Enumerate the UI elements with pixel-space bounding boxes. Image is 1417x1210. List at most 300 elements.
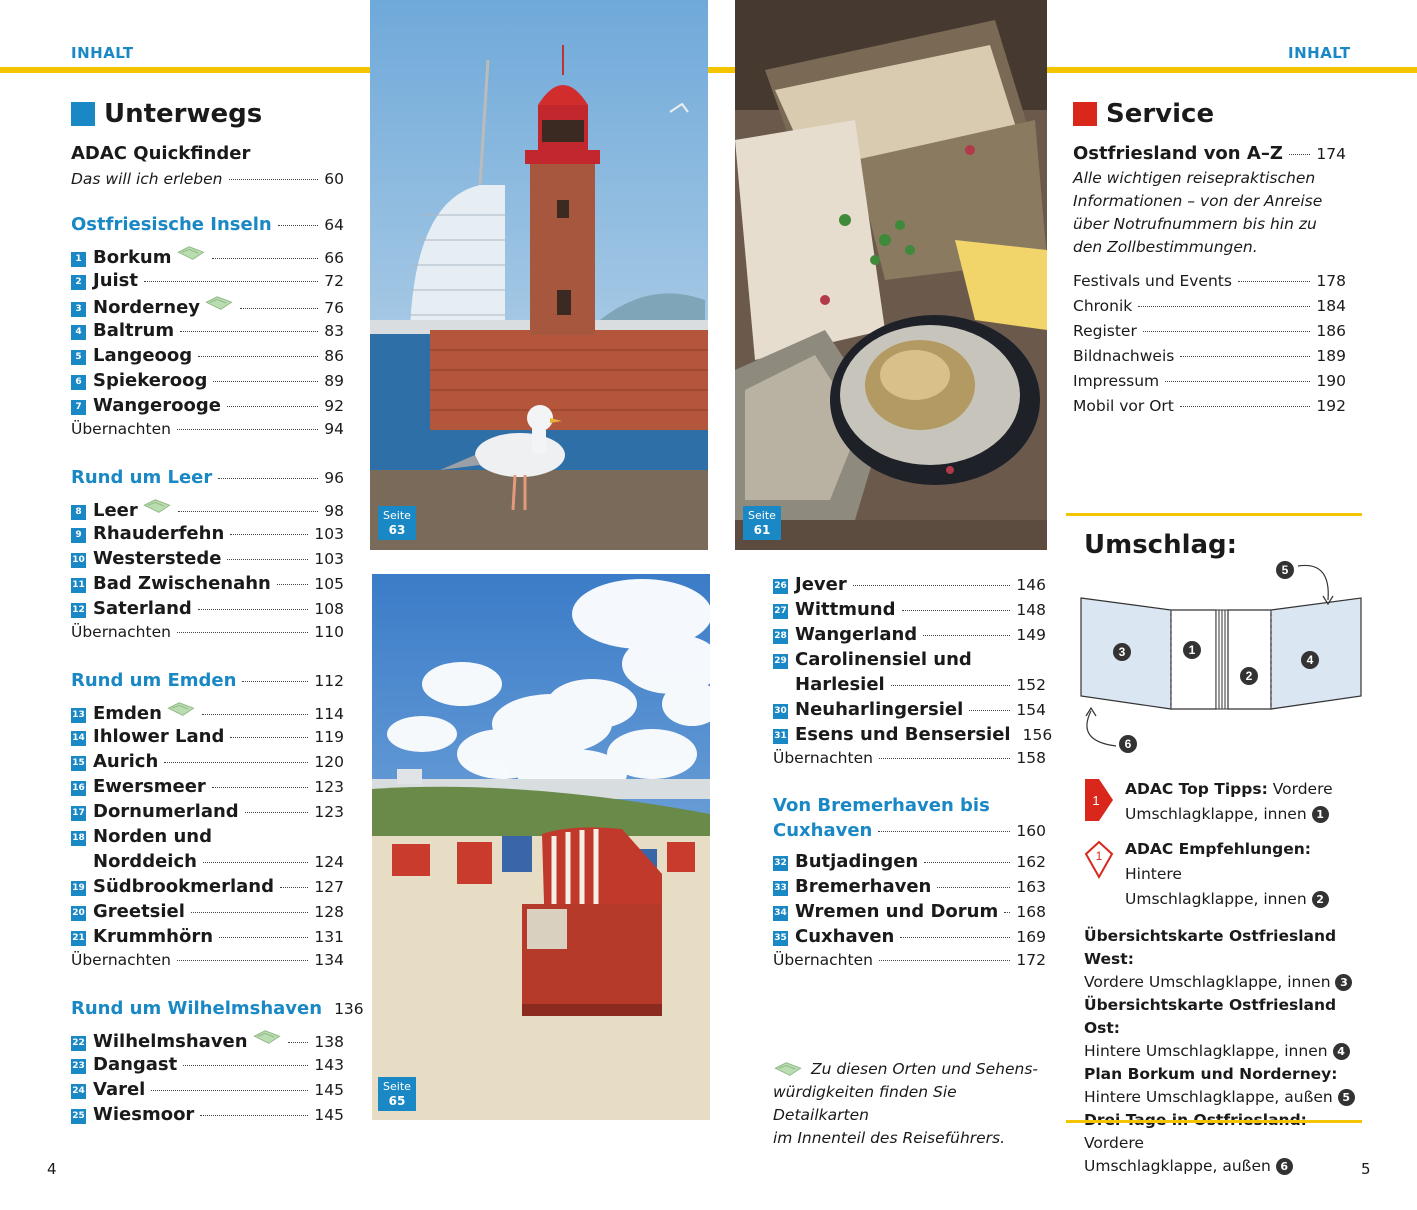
- entry-number-badge: 17: [71, 806, 86, 821]
- entry-name: Ihlower Land: [93, 726, 225, 747]
- page-number: 146: [1016, 576, 1046, 594]
- entry-name: Cuxhaven: [795, 926, 895, 947]
- map-icon: [252, 1029, 282, 1047]
- cover-label-5: 5: [1281, 563, 1289, 577]
- entry-name: Dangast: [93, 1054, 178, 1075]
- entry-name: Norden und: [93, 826, 212, 847]
- entry-number-badge: 28: [773, 629, 788, 644]
- page-number: 143: [314, 1056, 344, 1074]
- header-rule-left: [0, 67, 370, 73]
- entry-name-cont: Harlesiel: [795, 674, 885, 695]
- page-number: 98: [324, 502, 344, 520]
- entry-number-badge: 32: [773, 856, 788, 871]
- entry-name: Spiekeroog: [93, 370, 208, 391]
- entry-number-badge: 27: [773, 604, 788, 619]
- page-number: 110: [314, 623, 344, 641]
- entry-name: Westerstede: [93, 548, 222, 569]
- entry-name: Neuharlingersiel: [795, 699, 964, 720]
- leader-dots: [144, 281, 318, 282]
- entry-name: Wiesmoor: [93, 1104, 195, 1125]
- page-number: 184: [1316, 297, 1346, 315]
- header-rule-right: [1047, 67, 1417, 73]
- map-title: Plan Borkum und Norderney:: [1084, 1065, 1338, 1083]
- leader-dots: [937, 887, 1010, 888]
- toc-entry[interactable]: [71, 523, 344, 545]
- toc-overnight[interactable]: [773, 951, 1046, 969]
- toc-group-heading[interactable]: [71, 467, 344, 488]
- entry-number-badge: 12: [71, 603, 86, 618]
- page-number: 86: [324, 347, 344, 365]
- page-number: 120: [314, 753, 344, 771]
- leader-dots: [280, 887, 308, 888]
- empfehlungen-title: ADAC Empfehlungen:: [1125, 840, 1311, 858]
- page-number: 76: [324, 299, 344, 317]
- toc-entry[interactable]: [773, 926, 1046, 948]
- section-unterwegs: [71, 99, 262, 129]
- leader-dots: [900, 937, 1010, 938]
- page-number: 123: [314, 803, 344, 821]
- page-number: 172: [1016, 951, 1046, 969]
- entry-name: Wittmund: [795, 599, 896, 620]
- entry-number-badge: 14: [71, 731, 86, 746]
- toc-entry[interactable]: [71, 926, 344, 948]
- group-title: Rund um Emden: [71, 670, 237, 691]
- toc-entry[interactable]: [71, 876, 344, 898]
- leader-dots: [853, 585, 1011, 586]
- page-number: 169: [1016, 928, 1046, 946]
- overnight-label: Übernachten: [71, 420, 171, 438]
- number-badge: 1: [1312, 806, 1329, 823]
- toc-entry[interactable]: [71, 776, 344, 798]
- overnight-label: Übernachten: [71, 951, 171, 969]
- leader-dots: [198, 609, 309, 610]
- photo-lighthouse: [370, 0, 708, 550]
- entry-number-badge: 1: [71, 252, 86, 267]
- cover-maps: [1084, 925, 1369, 1178]
- empfehlungen-text: Hintere: [1125, 865, 1182, 883]
- leader-dots: [212, 787, 309, 788]
- az-row[interactable]: [1073, 143, 1346, 164]
- section-service: [1073, 99, 1214, 129]
- page-number: 92: [324, 397, 344, 415]
- entry-number-badge: 3: [71, 302, 86, 317]
- leader-dots: [200, 1115, 308, 1116]
- entry-number-badge: 9: [71, 528, 86, 543]
- page-number: 72: [324, 272, 344, 290]
- page-number: 119: [314, 728, 344, 746]
- overnight-label: Übernachten: [71, 623, 171, 641]
- entry-name: Wremen und Dorum: [795, 901, 999, 922]
- toc-entry[interactable]: [71, 548, 344, 570]
- top-tipps: [1125, 777, 1360, 827]
- page-number: 60: [324, 170, 344, 188]
- empfehlung-icon: [1084, 840, 1114, 880]
- entry-name: Aurich: [93, 751, 159, 772]
- entry-name: Register: [1073, 322, 1137, 340]
- seite-label: Seite: [748, 509, 776, 522]
- entry-number-badge: 20: [71, 906, 86, 921]
- leader-dots: [180, 331, 318, 332]
- entry-name: Südbrookmerland: [93, 876, 274, 897]
- page-number: 189: [1316, 347, 1346, 365]
- leader-dots: [218, 478, 318, 479]
- entry-number-badge: 34: [773, 906, 788, 921]
- leader-dots: [212, 258, 319, 259]
- az-description: [1073, 167, 1322, 259]
- toc-entry[interactable]: [71, 598, 344, 620]
- toc-entry[interactable]: [71, 270, 344, 292]
- page-number: 105: [314, 575, 344, 593]
- page-number: 64: [324, 216, 344, 234]
- service-entry[interactable]: [1073, 297, 1346, 315]
- page-number: 134: [314, 951, 344, 969]
- toc-entry-continued[interactable]: [795, 674, 1046, 695]
- entry-name: Greetsiel: [93, 901, 185, 922]
- toc-group-heading[interactable]: [71, 670, 344, 691]
- toc-entry[interactable]: [71, 345, 344, 367]
- page-number: 89: [324, 372, 344, 390]
- section-title: Service: [1106, 99, 1215, 129]
- leader-dots: [891, 685, 1011, 686]
- entry-name: Leer: [93, 500, 138, 521]
- map-text: Hintere Umschlagklappe, außen: [1084, 1088, 1333, 1106]
- page-number: 158: [1016, 749, 1046, 767]
- service-entry[interactable]: [1073, 322, 1346, 340]
- leader-dots: [969, 710, 1010, 711]
- page-number: 83: [324, 322, 344, 340]
- leader-dots: [879, 758, 1010, 759]
- service-entry[interactable]: [1073, 372, 1346, 390]
- page-number-left: 4: [47, 1160, 57, 1178]
- overnight-label: Übernachten: [773, 749, 873, 767]
- seite-badge-63: [378, 506, 416, 540]
- leader-dots: [229, 179, 319, 180]
- number-badge: 4: [1333, 1043, 1350, 1060]
- toc-entry[interactable]: [773, 599, 1046, 621]
- toc-entry[interactable]: [71, 826, 344, 848]
- group-title: Rund um Leer: [71, 467, 213, 488]
- toc-overnight[interactable]: [773, 749, 1046, 767]
- leader-dots: [924, 862, 1010, 863]
- entry-name: Emden: [93, 703, 162, 724]
- leader-dots: [878, 831, 1010, 832]
- section-title: Unterwegs: [104, 99, 263, 129]
- entry-number-badge: 11: [71, 578, 86, 593]
- entry-number-badge: 35: [773, 931, 788, 946]
- page-number: 162: [1016, 853, 1046, 871]
- leader-dots: [177, 960, 308, 961]
- entry-name: Carolinensiel und: [795, 649, 972, 670]
- entry-number-badge: 16: [71, 781, 86, 796]
- cover-rule-top: [1066, 513, 1362, 516]
- entry-name: Mobil vor Ort: [1073, 397, 1174, 415]
- entry-number-badge: 7: [71, 400, 86, 415]
- page-number: 174: [1316, 145, 1346, 163]
- map-title-rest: Vordere: [1084, 1134, 1144, 1152]
- entry-name: Bad Zwischenahn: [93, 573, 271, 594]
- toc-entry[interactable]: [71, 245, 344, 269]
- page-number: 127: [314, 878, 344, 896]
- cover-label-1: 1: [1188, 643, 1196, 657]
- toc-entry[interactable]: [71, 370, 344, 392]
- page-number: 192: [1316, 397, 1346, 415]
- entry-number-badge: 26: [773, 579, 788, 594]
- leader-dots: [202, 714, 308, 715]
- page-number: 145: [314, 1106, 344, 1124]
- page-number: 96: [324, 469, 344, 487]
- page-number: 136: [334, 1000, 364, 1018]
- entry-name: Esens und Bensersiel: [795, 724, 1011, 745]
- toc-entry[interactable]: [773, 724, 1053, 746]
- map-note-line2: würdigkeiten finden Sie Detailkarten: [773, 1083, 957, 1124]
- leader-dots: [203, 862, 308, 863]
- leader-dots: [177, 632, 308, 633]
- leader-dots: [230, 737, 308, 738]
- number-badge: 5: [1338, 1089, 1355, 1106]
- photo-food: [735, 0, 1047, 550]
- entry-name: Langeoog: [93, 345, 193, 366]
- service-entry[interactable]: [1073, 272, 1346, 290]
- entry-number-badge: 30: [773, 704, 788, 719]
- toc-entry[interactable]: [71, 1029, 344, 1053]
- entry-name: Chronik: [1073, 297, 1133, 315]
- entry-number-badge: 22: [71, 1036, 86, 1051]
- leader-dots: [277, 584, 309, 585]
- cover-title: Umschlag:: [1084, 530, 1238, 560]
- toc-entry[interactable]: [773, 699, 1046, 721]
- toc-entry[interactable]: [71, 1104, 344, 1126]
- toc-entry[interactable]: [773, 901, 1046, 923]
- page-number-right: 5: [1361, 1160, 1371, 1178]
- page-number: 148: [1016, 601, 1046, 619]
- toc-entry[interactable]: [71, 395, 344, 417]
- leader-dots: [923, 635, 1010, 636]
- map-icon: [773, 1061, 803, 1079]
- toc-entry[interactable]: [71, 573, 344, 595]
- entry-name: Festivals und Events: [1073, 272, 1232, 290]
- group-title: Rund um Wilhelmshaven: [71, 998, 323, 1019]
- cover-label-2: 2: [1245, 669, 1253, 683]
- entry-name: Wilhelmshaven: [93, 1031, 248, 1052]
- toc-entry[interactable]: [773, 574, 1046, 596]
- toc-group-heading[interactable]: [773, 820, 1046, 841]
- leader-dots: [902, 610, 1011, 611]
- toc-entry[interactable]: [773, 876, 1046, 898]
- leader-dots: [245, 812, 309, 813]
- page-number: 103: [314, 525, 344, 543]
- leader-dots: [1180, 406, 1311, 407]
- leader-dots: [1165, 381, 1310, 382]
- seite-page: 63: [388, 523, 406, 537]
- az-desc-line: Informationen – von der Anreise: [1073, 192, 1323, 210]
- toc-entry[interactable]: [71, 701, 344, 725]
- map-icon: [204, 295, 234, 313]
- photo-beach: [372, 574, 710, 1120]
- top-tipps-text: Vordere: [1272, 780, 1333, 798]
- entry-number-badge: 10: [71, 553, 86, 568]
- page-number: 145: [314, 1081, 344, 1099]
- header-rule-middle: [708, 67, 736, 73]
- map-note: [773, 1058, 1043, 1150]
- leader-dots: [240, 308, 318, 309]
- map-note-line3: im Innenteil des Reiseführers.: [773, 1129, 1006, 1147]
- leader-dots: [1238, 281, 1310, 282]
- toc-group-heading[interactable]: [71, 998, 364, 1019]
- map-note-line1: Zu diesen Orten und Sehens-: [811, 1060, 1038, 1078]
- entry-name: Jever: [795, 574, 847, 595]
- quickfinder-row[interactable]: [71, 170, 344, 188]
- number-badge: 2: [1312, 891, 1329, 908]
- number-badge: 6: [1276, 1158, 1293, 1175]
- entry-name: Bildnachweis: [1073, 347, 1175, 365]
- entry-number-badge: 21: [71, 931, 86, 946]
- page-number: 66: [324, 249, 344, 267]
- group-title: Von Bremerhaven bis: [773, 795, 990, 816]
- entry-number-badge: 8: [71, 505, 86, 520]
- toc-entry[interactable]: [71, 295, 344, 319]
- entry-number-badge: 5: [71, 350, 86, 365]
- leader-dots: [178, 511, 319, 512]
- leader-dots: [177, 429, 318, 430]
- top-tipps-line2: Umschlagklappe, innen: [1125, 805, 1307, 823]
- az-title: Ostfriesland von A–Z: [1073, 143, 1283, 164]
- map-icon: [142, 498, 172, 516]
- cover-diagram: [1076, 556, 1366, 756]
- page-number: 94: [324, 420, 344, 438]
- page-number: 168: [1016, 903, 1046, 921]
- entry-number-badge: 25: [71, 1109, 86, 1124]
- top-tipps-title: ADAC Top Tipps:: [1125, 780, 1268, 798]
- entry-name: Borkum: [93, 247, 172, 268]
- page-number: 131: [314, 928, 344, 946]
- map-icon: [166, 701, 196, 719]
- header-label-right: INHALT: [1288, 44, 1351, 62]
- map-title: Übersichtskarte Ostfriesland West:: [1084, 927, 1337, 968]
- entry-name: Wangerland: [795, 624, 918, 645]
- top-tipp-icon: [1083, 777, 1115, 823]
- leader-dots: [1138, 306, 1310, 307]
- toc-entry-continued[interactable]: [93, 851, 344, 872]
- entry-name: Bremerhaven: [795, 876, 932, 897]
- leader-dots: [213, 381, 318, 382]
- az-desc-line: über Notrufnummern bis hin zu: [1073, 215, 1317, 233]
- leader-dots: [242, 681, 308, 682]
- empfehlung-icon-text: 1: [1095, 849, 1103, 863]
- toc-entry[interactable]: [71, 1054, 344, 1076]
- seite-badge-61: [743, 506, 781, 540]
- toc-entry[interactable]: [773, 851, 1046, 873]
- page-number: 152: [1016, 676, 1046, 694]
- toc-entry[interactable]: [71, 320, 344, 342]
- entry-name: Saterland: [93, 598, 192, 619]
- quickfinder-sub: Das will ich erleben: [71, 170, 223, 188]
- page-number: 138: [314, 1033, 344, 1051]
- map-text: Umschlagklappe, außen: [1084, 1157, 1271, 1175]
- page-number: 149: [1016, 626, 1046, 644]
- empfehlungen: [1125, 837, 1360, 912]
- entry-name: Rhauderfehn: [93, 523, 225, 544]
- leader-dots: [1004, 912, 1010, 913]
- entry-name: Butjadingen: [795, 851, 919, 872]
- map-icon: [176, 245, 206, 263]
- leader-dots: [230, 534, 308, 535]
- entry-number-badge: 4: [71, 325, 86, 340]
- service-entry[interactable]: [1073, 347, 1346, 365]
- page-number: 186: [1316, 322, 1346, 340]
- entry-number-badge: 23: [71, 1059, 86, 1074]
- page-number: 124: [314, 853, 344, 871]
- entry-name: Juist: [93, 270, 138, 291]
- seite-label: Seite: [383, 1080, 411, 1093]
- az-desc-line: den Zollbestimmungen.: [1073, 238, 1258, 256]
- toc-overnight[interactable]: [71, 623, 344, 641]
- leader-dots: [151, 1090, 308, 1091]
- seite-badge-65: [378, 1077, 416, 1111]
- entry-number-badge: 24: [71, 1084, 86, 1099]
- section-square-icon: [71, 102, 95, 126]
- page-number: 108: [314, 600, 344, 618]
- map-text: Vordere Umschlagklappe, innen: [1084, 973, 1331, 991]
- entry-number-badge: 13: [71, 708, 86, 723]
- entry-name: Krummhörn: [93, 926, 214, 947]
- page-number: 190: [1316, 372, 1346, 390]
- leader-dots: [191, 912, 308, 913]
- entry-name: Dornumerland: [93, 801, 239, 822]
- toc-entry[interactable]: [71, 801, 344, 823]
- toc-group-heading[interactable]: [71, 214, 344, 235]
- group-title: Ostfriesische Inseln: [71, 214, 272, 235]
- toc-entry[interactable]: [71, 1079, 344, 1101]
- az-desc-line: Alle wichtigen reisepraktischen: [1073, 169, 1316, 187]
- cover-rule-bottom: [1066, 1120, 1362, 1123]
- entry-number-badge: 6: [71, 375, 86, 390]
- page-number: 123: [314, 778, 344, 796]
- entry-name: Varel: [93, 1079, 146, 1100]
- leader-dots: [219, 937, 308, 938]
- toc-overnight[interactable]: [71, 420, 344, 438]
- leader-dots: [1180, 356, 1310, 357]
- toc-entry[interactable]: [773, 624, 1046, 646]
- page-number: 160: [1016, 822, 1046, 840]
- entry-number-badge: 33: [773, 881, 788, 896]
- page-number: 163: [1016, 878, 1046, 896]
- service-entry[interactable]: [1073, 397, 1346, 415]
- page-number: 178: [1316, 272, 1346, 290]
- seite-page: 61: [753, 523, 771, 537]
- toc-entry[interactable]: [71, 726, 344, 748]
- toc-entry[interactable]: [71, 498, 344, 522]
- page-number: 114: [314, 705, 344, 723]
- leader-dots: [183, 1065, 308, 1066]
- toc-entry[interactable]: [71, 751, 344, 773]
- toc-entry[interactable]: [71, 901, 344, 923]
- cover-label-6: 6: [1124, 737, 1132, 751]
- page-number: 154: [1016, 701, 1046, 719]
- leader-dots: [198, 356, 318, 357]
- page-number: 103: [314, 550, 344, 568]
- page-number: 112: [314, 672, 344, 690]
- toc-entry[interactable]: [773, 649, 1046, 671]
- seite-page: 65: [388, 1094, 406, 1108]
- section-square-icon: [1073, 102, 1097, 126]
- entry-name-cont: Norddeich: [93, 851, 197, 872]
- toc-overnight[interactable]: [71, 951, 344, 969]
- leader-dots: [288, 1042, 309, 1043]
- map-title: Übersichtskarte Ostfriesland Ost:: [1084, 996, 1337, 1037]
- empfehlungen-line2: Umschlagklappe, innen: [1125, 890, 1307, 908]
- entry-name: Baltrum: [93, 320, 175, 341]
- leader-dots: [227, 559, 308, 560]
